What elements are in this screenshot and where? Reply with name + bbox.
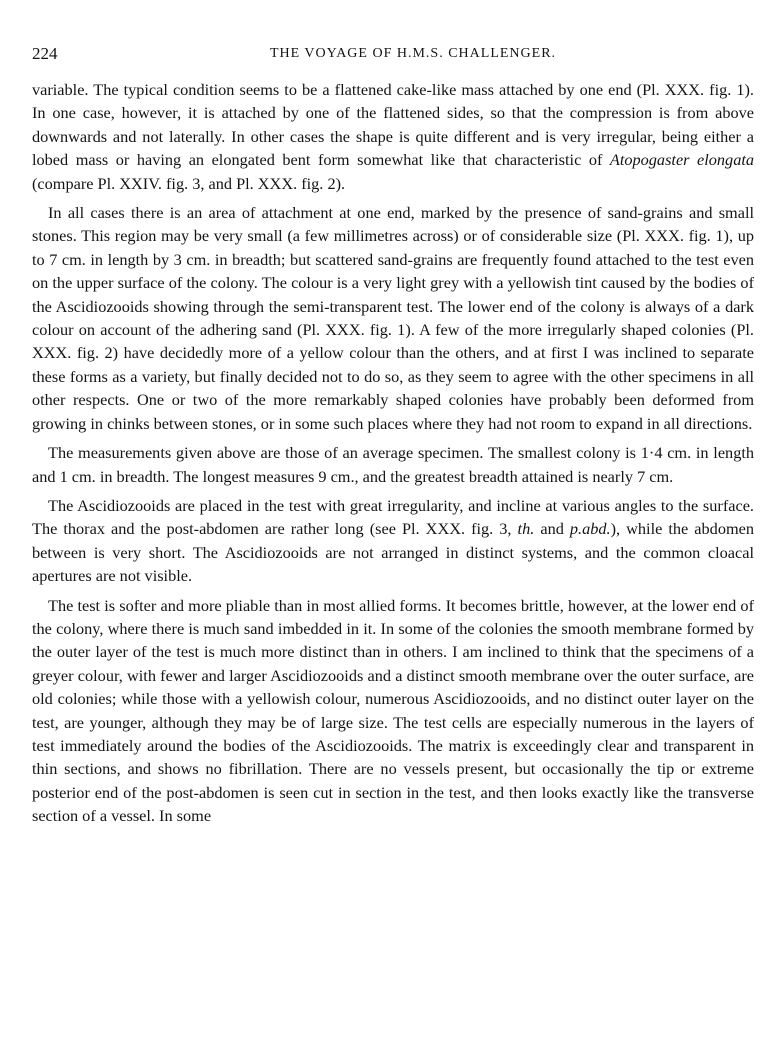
paragraph-measurements (32, 441, 754, 488)
book-page (32, 40, 754, 828)
species-name: Atopogaster elongata (609, 150, 754, 170)
paragraph-test (32, 594, 754, 828)
paragraph-text: The test is softer and more pliable than in most allied forms. It becomes brittle, however, at the lower end of the colony, where there is much sand imbedded in it. In some of the colonies the smooth membrane formed by the outer layer of the test is much more distinct than in others. I am inclined to think that the specimens of a greyer colour, with fewer and larger Ascidiozooids and a distinct smooth membrane over the outer surface, are old colonies; while those with a yellowish colour, numerous Ascidiozooids, and no distinct outer layer on the test, are younger, although they may be of large size. The test cells are especially numerous in the layers of test immediately around the bodies of the Ascidiozooids. The matrix is exceedingly clear and transparent in thin sections, and shows no fibrillation. There are no vessels present, but occasionally the tip or extreme posterior end of the post-abdomen is seen cut in section in the test, and then looks exactly like the transverse section of a vessel. In some (32, 595, 754, 826)
paragraph-text: The Ascidiozooids are placed in the test with great irregularity, and incline at various angles to the surface. The thorax and the post-abdomen are rather long (see Pl. XXX. fig. 3, (32, 495, 754, 539)
running-title: THE VOYAGE OF H.M.S. CHALLENGER. (269, 46, 557, 61)
paragraph-shape (32, 78, 754, 195)
paragraph-text: ), while the abdomen between is very short. The Ascidiozooids are not arranged in distinct systems, and the common cloacal apertures are not visible. (32, 519, 754, 586)
paragraph-attachment (32, 201, 754, 435)
paragraph-ascidiozooids (32, 494, 754, 588)
figure-label: th. (517, 519, 535, 539)
figure-label: p.abd. (569, 519, 611, 539)
paragraph-text: In all cases there is an area of attachment at one end, marked by the presence of sand-grains and small stones. This region may be very small (a few millimetres across) or of considerable size (Pl. XXX. fig. 1), up to 7 cm. in length by 3 cm. in breadth; but scattered sand-grains are frequently found attached to the test even on the upper surface of the colony. The colour is a very light grey with a yellowish tint caused by the bodies of the Ascidiozooids showing through the semi-transparent test. The lower end of the colony is always of a dark colour on account of the adhering sand (Pl. XXX. fig. 1). A few of the more irregularly shaped colonies (Pl. XXX. fig. 2) have decidedly more of a yellow colour than the others, and at first I was inclined to separate these forms as a variety, but finally decided not to do so, as they seem to agree with the other specimens in all other respects. One or two of the more remarkably shaped colonies have probably been deformed from growing in chinks between stones, or in some such places where they had not room to expand in all directions. (32, 203, 754, 433)
paragraph-text: variable. The typical condition seems to be a flattened cake-like mass attached by one end (Pl. XXX. fig. 1). In one case, however, it is attached by one of the flattened sides, so that the compression is from above downwards and not laterally. In other cases the shape is quite different and is very irregular, being either a lobed mass or having an elongated bent form somewhat like that characteristic of (32, 80, 754, 170)
body-text (32, 78, 754, 828)
paragraph-text: (compare Pl. XXIV. fig. 3, and Pl. XXX. fig. 2). (32, 173, 346, 193)
running-head (32, 40, 754, 68)
paragraph-text: and (534, 519, 570, 539)
page-number: 224 (32, 44, 58, 63)
paragraph-text: The measurements given above are those of an average specimen. The smallest colony is 1·4 cm. in length and 1 cm. in breadth. The longest measures 9 cm., and the greatest breadth attained is nearly 7 cm. (32, 443, 754, 486)
